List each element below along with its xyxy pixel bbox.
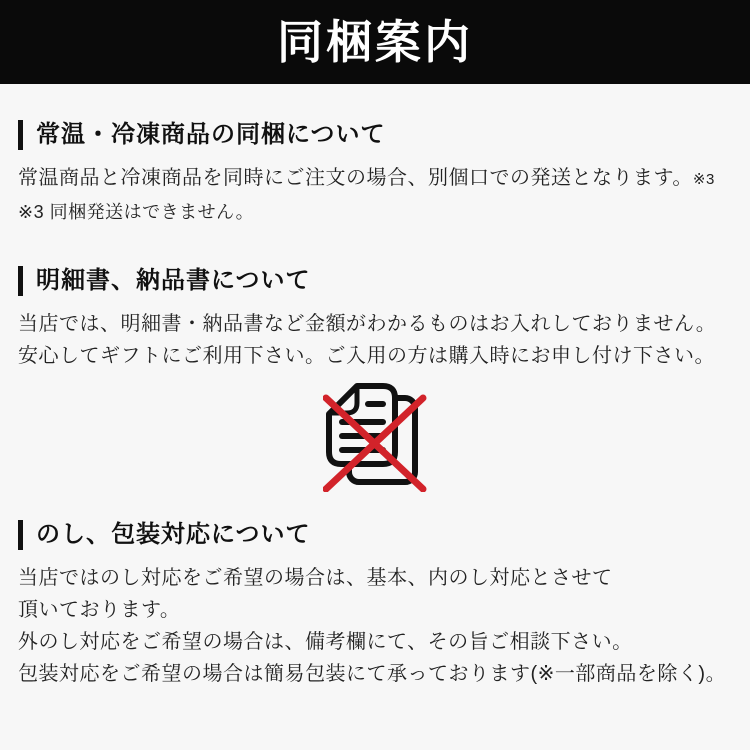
- page-title: 同梱案内: [277, 16, 473, 68]
- section-wrapping-heading: [18, 520, 732, 550]
- bundling-footnote: ※3 同梱発送はできません。: [18, 202, 255, 222]
- section-invoice-heading-text: 明細書、納品書について: [36, 266, 311, 294]
- heading-bar-icon: [18, 520, 23, 550]
- heading-bar-icon: [18, 266, 23, 296]
- invoice-body-line-2: 安心してギフトにご利用下さい。ご入用の方は購入時にお申し付け下さい。: [18, 345, 715, 367]
- section-invoice: [0, 266, 750, 492]
- bundling-body-main: 常温商品と冷凍商品を同時にご注文の場合、別個口での発送となります。: [18, 167, 693, 189]
- section-invoice-heading: [18, 266, 732, 296]
- heading-bar-icon: [18, 120, 23, 150]
- section-bundling: [0, 120, 750, 228]
- section-bundling-heading: [18, 120, 732, 150]
- section-bundling-body: [18, 162, 732, 196]
- page-header: [0, 0, 750, 84]
- crossed-invoice-document-icon: [18, 380, 732, 492]
- section-bundling-heading-text: 常温・冷凍商品の同梱について: [36, 120, 386, 148]
- wrapping-body-line-4: 包装対応をご希望の場合は簡易包装にて承っております(※一部商品を除く)。: [18, 663, 727, 685]
- wrapping-body-line-1: 当店ではのし対応をご希望の場合は、基本、内のし対応とさせて: [18, 567, 613, 589]
- wrapping-body-line-3: 外のし対応をご希望の場合は、備考欄にて、その旨ご相談下さい。: [18, 631, 633, 653]
- section-wrapping-heading-text: のし、包装対応について: [36, 520, 311, 548]
- invoice-body-line-1: 当店では、明細書・納品書など金額がわかるものはお入れしておりません。: [18, 313, 717, 335]
- bundling-note-marker: ※3: [692, 171, 715, 188]
- wrapping-body-line-2: 頂いております。: [18, 599, 181, 621]
- section-wrapping: [0, 520, 750, 690]
